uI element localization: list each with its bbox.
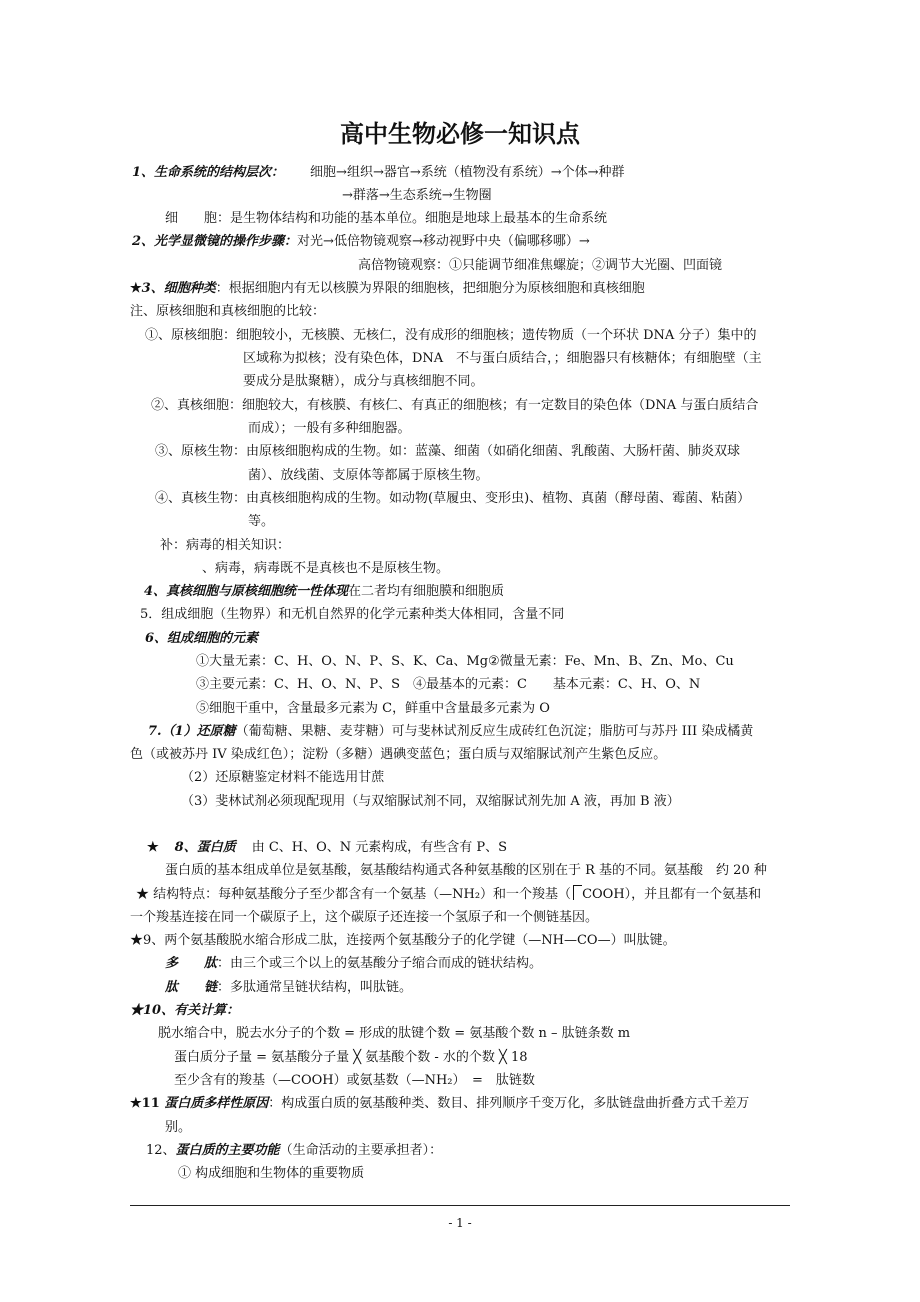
section-6-line-3: ⑤细胞干重中，含量最多元素为 C，鲜重中含量最多元素为 O (196, 701, 550, 716)
polypeptide-label: 多 肽 (165, 956, 218, 971)
polypeptide-text: ：由三个或三个以上的氨基酸分子缩合而成的链状结构。 (217, 956, 543, 971)
section-3-note: 注、原核细胞和真核细胞的比较： (130, 304, 326, 319)
section-7-line-1 (148, 723, 753, 741)
polypeptide-line (165, 955, 542, 973)
supplement-text: 、病毒，病毒既不是真核也不是原核生物。 (202, 561, 450, 576)
section-8-line-3 (136, 885, 761, 904)
section-11-number: ★11 (130, 1096, 165, 1111)
cell-text: 是生物体结构和功能的基本单位。细胞是地球上最基本的生命系统 (230, 211, 608, 226)
section-10-heading: ★10、有关计算： (130, 1003, 240, 1018)
supplement-heading: 补：病毒的相关知识： (160, 538, 291, 553)
section-8-line-1 (147, 839, 507, 857)
section-12-item-1: ① 构成细胞和生物体的重要物质 (178, 1166, 365, 1181)
section-1-heading: 1、生命系统的结构层次： (132, 165, 285, 180)
section-2-line-1 (132, 233, 590, 251)
section-1-cell-line (165, 210, 607, 228)
section-7-heading: 7.（1）还原糖 (148, 724, 236, 739)
item-2-line-1: ②、真核细胞：细胞较大，有核膜、有核仁、有真正的细胞核；有一定数目的染色体（DNA 与蛋白质结合 (151, 398, 759, 413)
section-3-text: ：根据细胞内有无以核膜为界限的细胞核，把细胞分为原核细胞和真核细胞 (215, 281, 645, 296)
section-12-number: 12、 (146, 1143, 176, 1158)
section-8-line-2: 蛋白质的基本组成单位是氨基酸，氨基酸结构通式各种氨基酸的区别在于 R 基的不同。氨基酸 约 20 种 (165, 863, 767, 878)
section-5-line: 5．组成细胞（生物界）和无机自然界的化学元素种类大体相同，含量不同 (140, 607, 565, 622)
section-8-line-3b: COOH），并且都有一个氨基和 (582, 887, 762, 902)
item-1-line-2: 区域称为拟核；没有染色体，DNA 不与蛋白质结合，；细胞器只有核糖体；有细胞壁（主 (243, 351, 762, 366)
peptide-chain-text: ：多肽通常呈链状结构，叫肽链。 (217, 980, 413, 995)
section-4-text: 在二者均有细胞膜和细胞质 (348, 584, 505, 599)
section-9-line-1: ★9、两个氨基酸脱水缩合形成二肽，连接两个氨基酸分子的化学键（—NH—CO—）叫肽键。 (130, 933, 676, 948)
section-4-heading: 4、真核细胞与原核细胞统一性体现 (144, 584, 349, 599)
section-1-text-1: 细胞→组织→器官→系统（植物没有系统）→个体→种群 (310, 165, 625, 180)
star-icon: ★ (147, 840, 159, 855)
section-10-line-3: 至少含有的羧基（—COOH）或氨基数（—NH₂） = 肽链数 (174, 1073, 535, 1088)
section-2-text-2: 高倍物镜观察：①只能调节细准焦螺旋；②调节大光圈、凹面镜 (358, 258, 723, 273)
section-8-heading: 8、蛋白质 (174, 840, 236, 855)
star-icon: ★ (130, 281, 142, 296)
cell-label: 细 胞： (165, 211, 231, 226)
section-3-heading: 3、细胞种类 (141, 281, 216, 296)
section-11-heading: 蛋白质多样性原因 (164, 1096, 269, 1111)
section-3-line-1 (130, 280, 645, 298)
peptide-chain-label: 肽 链 (165, 980, 218, 995)
section-8-text: 由 C、H、O、N 元素构成，有些含有 P、S (251, 840, 508, 855)
section-12-heading: 蛋白质的主要功能 (175, 1143, 280, 1158)
page-number: - 1 - (448, 1216, 472, 1230)
item-3-line-2: 菌）、放线菌、支原体等都属于原核生物。 (248, 468, 489, 483)
section-11-line-2: 别。 (165, 1120, 192, 1135)
section-1-line-1 (132, 164, 625, 182)
item-4-line-2: 等。 (248, 514, 275, 529)
section-8-line-3a: ★ 结构特点：每种氨基酸分子至少都含有一个氨基（—NH₂）和一个羧基（ (136, 887, 572, 902)
section-7-line-3: （2）还原糖鉴定材料不能选用甘蔗 (181, 770, 385, 785)
item-1-line-3: 要成分是肽聚糖），成分与真核细胞不同。 (243, 374, 484, 389)
section-6-line-2: ③主要元素：C、H、O、N、P、S ④最基本的元素：C 基本元素：C、H、O、N (196, 677, 701, 692)
bond-bracket-icon (573, 885, 582, 900)
section-6-line-1: ①大量无素：C、H、O、N、P、S、K、Ca、Mg②微量无素：Fe、Mn、B、Zn、Mo、Cu (196, 654, 734, 669)
item-2-line-2: 而成）；一般有多种细胞器。 (248, 421, 411, 436)
section-11-line-1 (130, 1095, 749, 1113)
section-12-line-1 (146, 1142, 442, 1160)
section-7-line-4: （3）斐林试剂必须现配现用（与双缩脲试剂不同，双缩脲试剂先加 A 液，再加 B 液） (181, 794, 680, 809)
item-3-line-1: ③、原核生物：由原核细胞构成的生物。如：蓝藻、细菌（如硝化细菌、乳酸菌、大肠杆菌、肺炎双球 (155, 444, 741, 459)
item-1-line-1: ①、原核细胞：细胞较小，无核膜、无核仁，没有成形的细胞核；遗传物质（一个环状 DNA 分子）集中的 (145, 328, 757, 343)
section-2-text-1: 对光→低倍物镜观察→移动视野中央（偏哪移哪）→ (297, 234, 590, 249)
section-1-text-2: →群落→生态系统→生物圈 (342, 188, 492, 203)
section-4-line (144, 583, 504, 601)
section-11-text: ：构成蛋白质的氨基酸种类、数目、排列顺序千变万化，多肽链盘曲折叠方式千差万 (268, 1096, 750, 1111)
section-7-line-2: 色（或被苏丹 IV 染成红色）；淀粉（多糖）遇碘变蓝色；蛋白质与双缩脲试剂产生紫色反应。 (130, 747, 667, 762)
section-7-text: （葡萄糖、果糖、麦芽糖）可与斐林试剂反应生成砖红色沉淀；脂肪可与苏丹 III 染成橘黄 (235, 724, 754, 739)
section-8-line-4: 一个羧基连接在同一个碳原子上，这个碳原子还连接一个氢原子和一个侧链基因。 (130, 910, 599, 925)
section-10-line-1: 脱水缩合中，脱去水分子的个数 = 形成的肽键个数 = 氨基酸个数 n – 肽链条数 m (158, 1026, 631, 1041)
item-4-line-1: ④、真核生物：由真核细胞构成的生物。如动物(草履虫、变形虫)、植物、真菌（酵母菌、霉菌、粘菌） (155, 491, 751, 506)
section-10-line-2: 蛋白质分子量 = 氨基酸分子量 ╳ 氨基酸个数 - 水的个数 ╳ 18 (174, 1050, 528, 1065)
page-title: 高中生物必修一知识点 (340, 120, 580, 148)
footer-divider (130, 1205, 790, 1206)
peptide-chain-line (165, 979, 412, 997)
section-2-heading: 2、光学显微镜的操作步骤： (132, 234, 298, 249)
section-12-text: （生命活动的主要承担者）： (279, 1143, 443, 1158)
section-6-heading: 6、组成细胞的元素 (145, 631, 259, 646)
